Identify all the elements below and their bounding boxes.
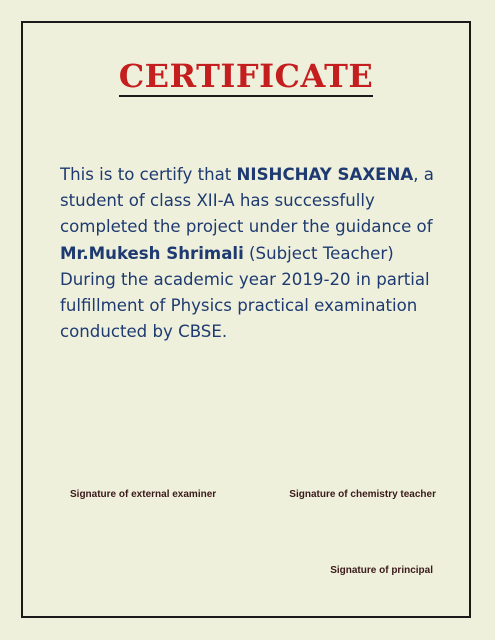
teacher-name: Mr.Mukesh Shrimali [60, 243, 244, 263]
certificate-title [23, 57, 469, 97]
body-text-part3: (Subject Teacher) During the academic year 2019-20 in partial fulfillment of Physics practical examination conducted by CBSE. [60, 243, 430, 342]
body-text-part2: , a student of class XII-A has successfully completed the project under the guidance of [60, 165, 434, 237]
signature-external-examiner: Signature of external examiner [70, 489, 217, 500]
certificate-title-text: CERTIFICATE [118, 57, 374, 95]
certificate-border [21, 21, 471, 618]
student-name: NISHCHAY SAXENA [236, 165, 414, 184]
signature-chemistry-teacher: Signature of chemistry teacher [289, 489, 436, 500]
body-text-part1: This is to certify that [60, 165, 237, 184]
certificate-body [60, 162, 446, 345]
signature-principal: Signature of principal [330, 565, 433, 576]
